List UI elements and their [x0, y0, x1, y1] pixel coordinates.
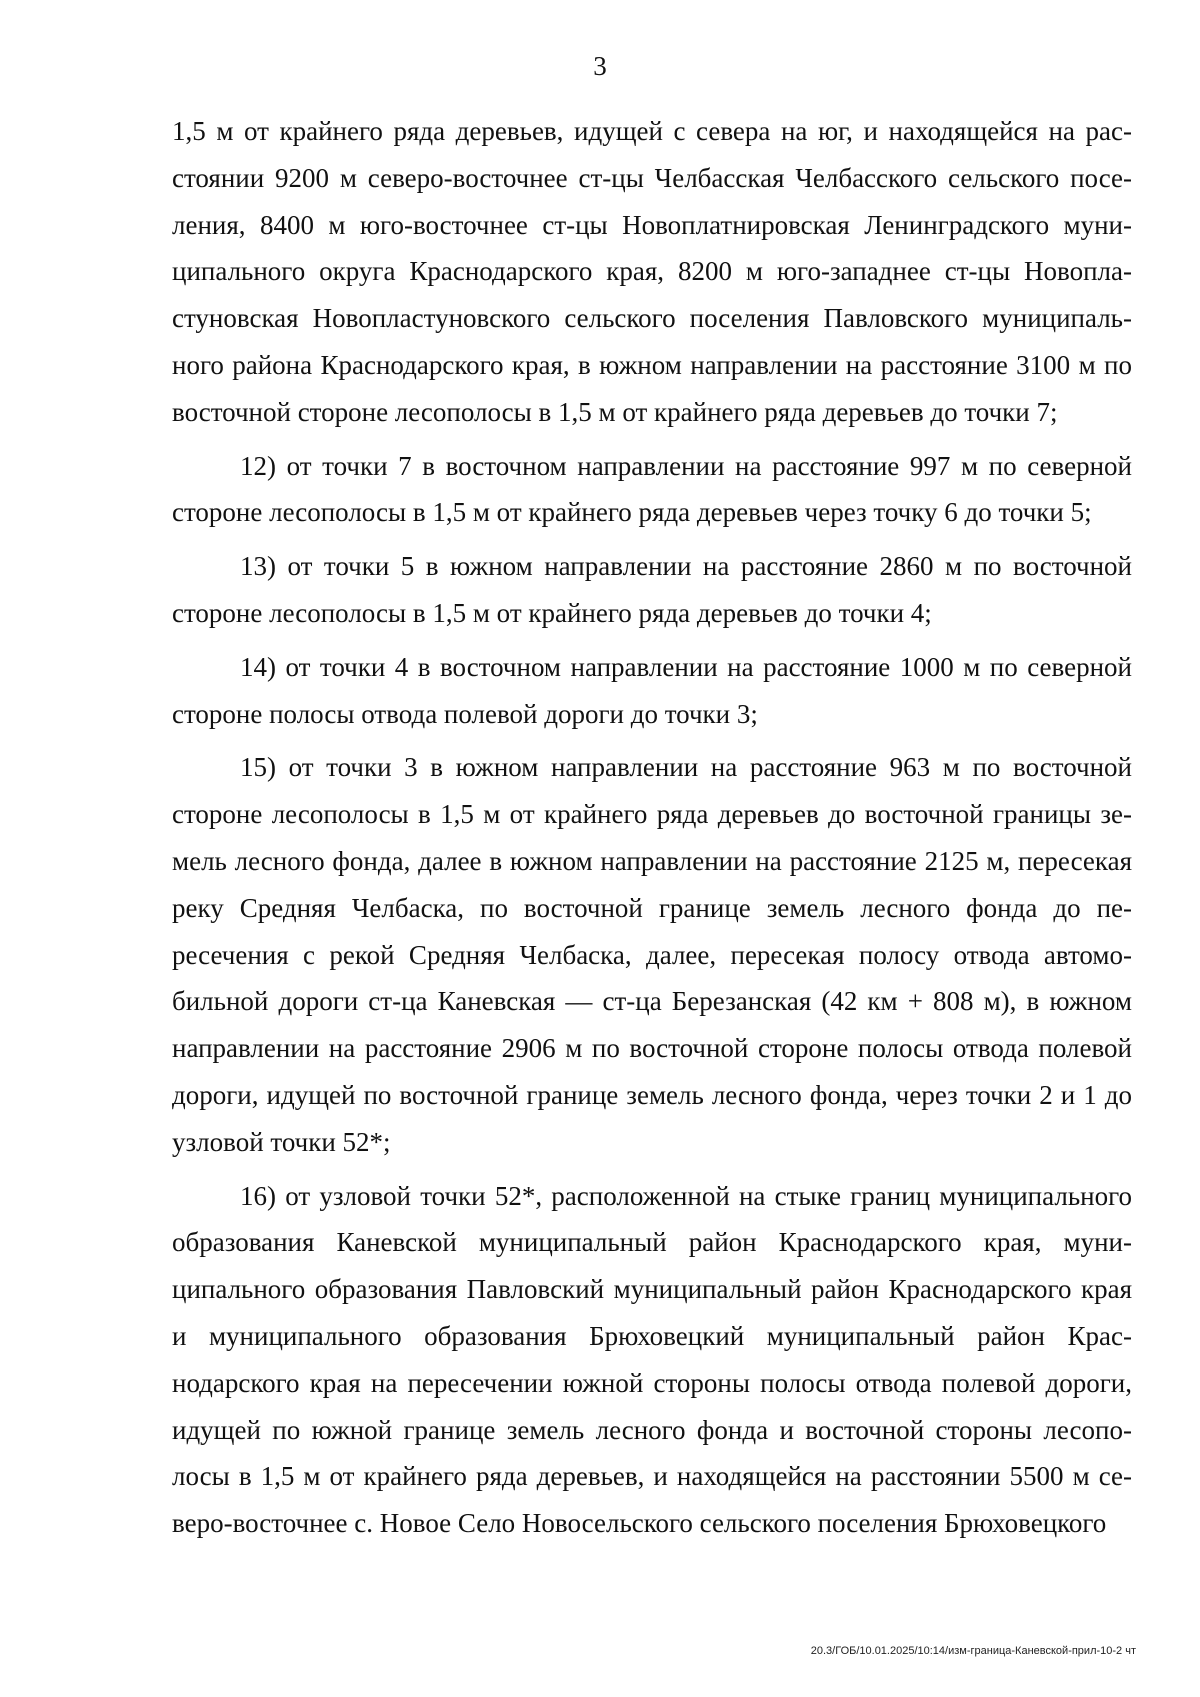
- list-item-14: 14) от точки 4 в восточном направлении на расстояние 1000 м по северной стороне полосы отвода полевой дороги до точки 3;: [172, 651, 1132, 729]
- paragraph-continuation: 1,5 м от крайнего ряда деревьев, идущей с севера на юг, и находящейся на расстоянии 9200 м северо-восточнее ст-цы Челбасская Челбасского сельского поселения, 8400 м юго-восточнее ст-цы Новоплатнировская Ленинградского муниципального округа Краснодарского края, 8200 м юго-западнее ст-цы Новопластуновская Новопластуновского сельского поселения Павловского муниципального района Краснодарского края, в южном направлении на расстояние 3100 м по восточной стороне лесополосы в 1,5 м от крайнего ряда деревьев до точки 7;: [172, 116, 1132, 427]
- list-item-13: 13) от точки 5 в южном направлении на расстояние 2860 м по восточной стороне лесополосы в 1,5 м от крайнего ряда деревьев до точки 4;: [172, 551, 1132, 628]
- page-number: 3: [593, 51, 607, 81]
- document-footer-code: 20.3/ГОБ/10.01.2025/10:14/изм-граница-Каневской-прил-10-2 чт: [810, 1645, 1136, 1657]
- list-item-16: 16) от узловой точки 52*, расположенной на стыке границ муниципального образования Каневской муниципальный район Краснодарского края, муниципального образования Павловский муниципальный район Краснодарского края и муниципального образования Брюховецкий муниципальный район Краснодарского края на пересечении южной стороны полосы отвода полевой дороги, идущей по южной границе земель лесного фонда и восточной стороны лесополосы в 1,5 м от крайнего ряда деревьев, и находящейся на расстоянии 5500 м северо-восточнее с. Новое Село Новосельского сельского поселения Брюховецкого: [172, 1180, 1132, 1539]
- list-item-12: 12) от точки 7 в восточном направлении на расстояние 997 м по северной стороне лесополосы в 1,5 м от крайнего ряда деревьев через точку 6 до точки 5;: [172, 450, 1132, 528]
- document-body: [172, 108, 1132, 1547]
- list-item-15: 15) от точки 3 в южном направлении на расстояние 963 м по восточной стороне лесополосы в 1,5 м от крайнего ряда деревьев до восточной границы земель лесного фонда, далее в южном направлении на расстояние 2125 м, пересекая реку Средняя Челбаска, по восточной границе земель лесного фонда до пересечения с рекой Средняя Челбаска, далее, пересекая полосу отвода автомобильной дороги ст-ца Каневская — ст-ца Березанская (42 км + 808 м), в южном направлении на расстояние 2906 м по восточной стороне полосы отвода полевой дороги, идущей по восточной границе земель лесного фонда, через точки 2 и 1 до узловой точки 52*;: [172, 752, 1132, 1157]
